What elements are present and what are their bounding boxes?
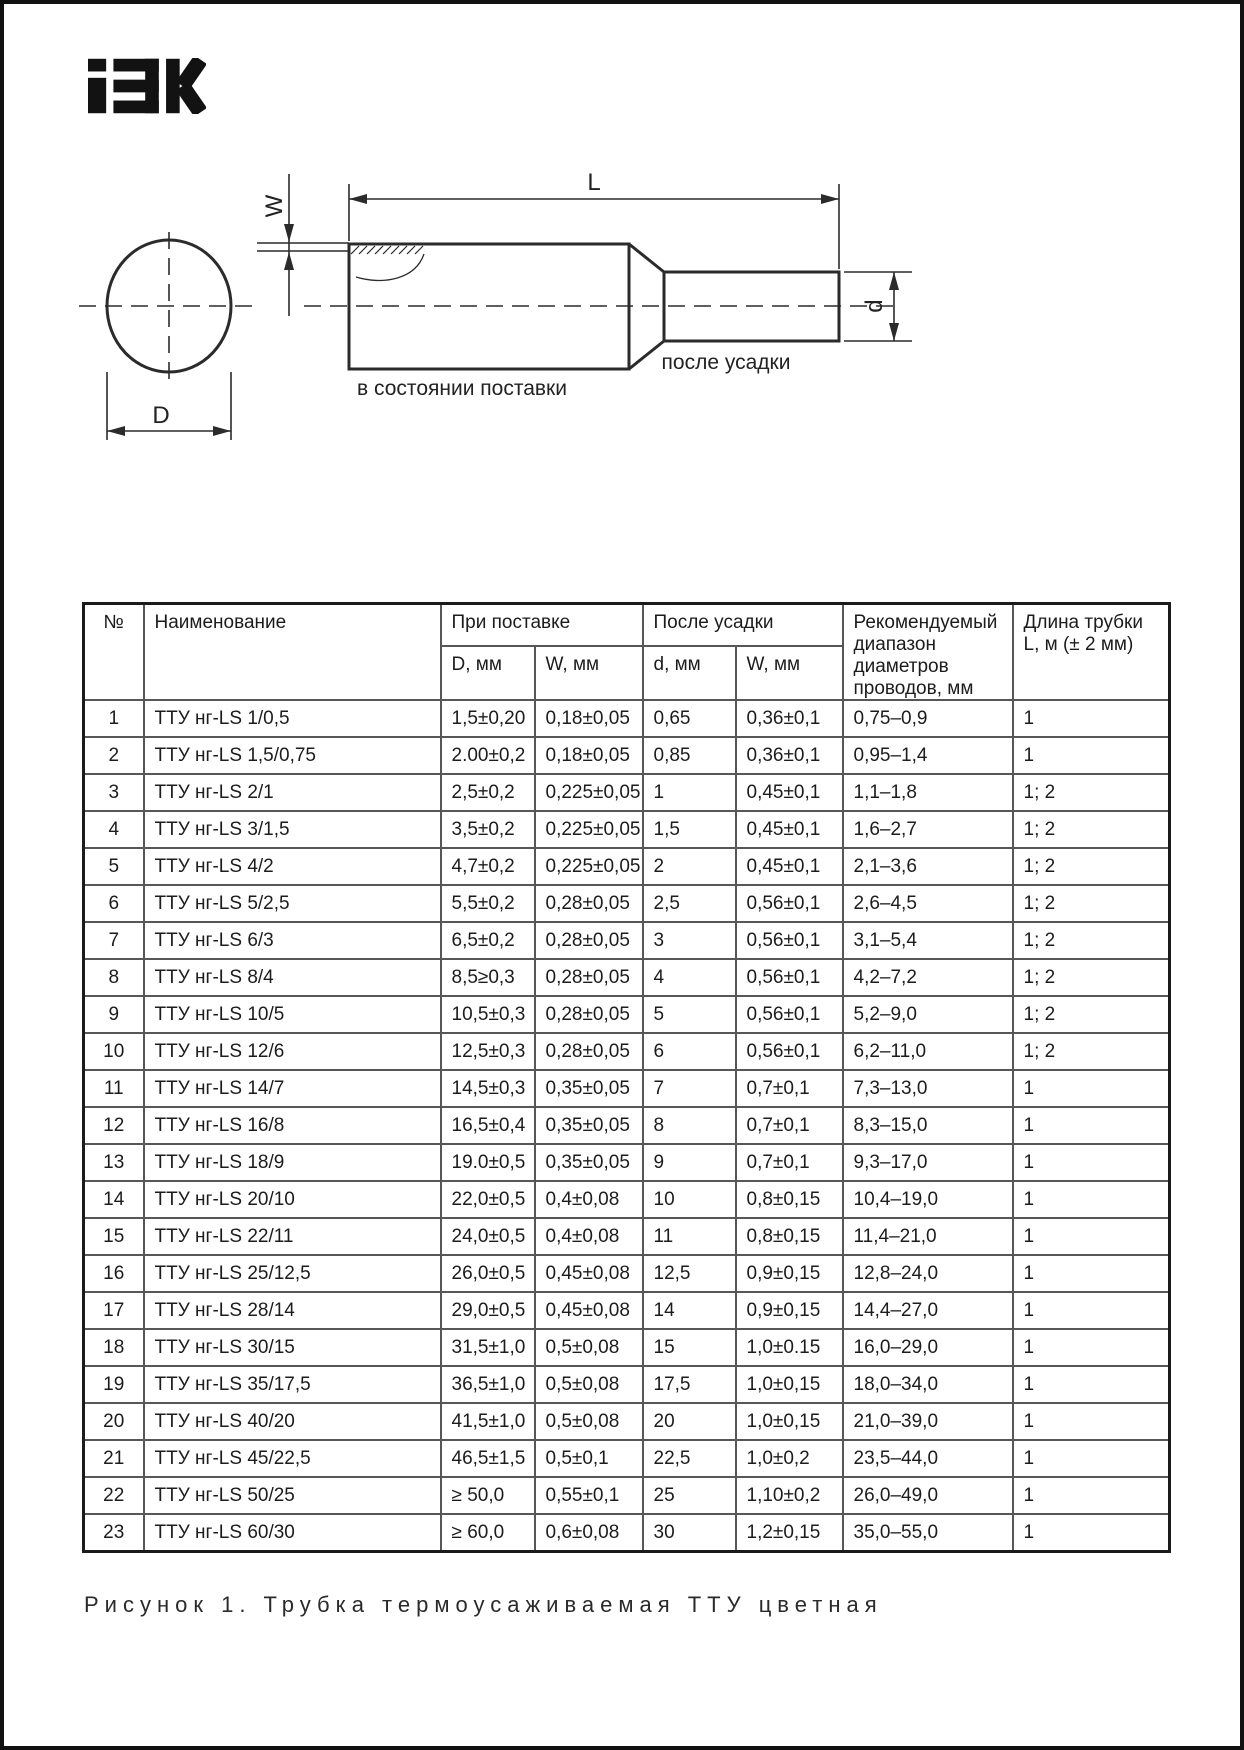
cell-W2: 0,9±0,15: [736, 1255, 843, 1292]
table-row: [84, 1477, 1170, 1514]
cell-name: ТТУ нг-LS 22/11: [144, 1218, 441, 1255]
cell-D: 2,5±0,2: [441, 774, 535, 811]
cell-name: ТТУ нг-LS 2/1: [144, 774, 441, 811]
cell-W: 0,225±0,05: [535, 811, 643, 848]
cell-W: 0,5±0,1: [535, 1440, 643, 1477]
cell-name: ТТУ нг-LS 3/1,5: [144, 811, 441, 848]
cell-range: 26,0–49,0: [843, 1477, 1013, 1514]
cell-length: 1; 2: [1013, 1033, 1170, 1070]
cell-range: 16,0–29,0: [843, 1329, 1013, 1366]
cell-d: 0,65: [643, 700, 736, 737]
cell-D: 22,0±0,5: [441, 1181, 535, 1218]
cell-W: 0,225±0,05: [535, 848, 643, 885]
cell-D: 19.0±0,5: [441, 1144, 535, 1181]
cell-W: 0,28±0,05: [535, 959, 643, 996]
cell-W: 0,35±0,05: [535, 1144, 643, 1181]
col-header-W2: W, мм: [736, 646, 843, 700]
cell-range: 3,1–5,4: [843, 922, 1013, 959]
label-shrunk-state: после усадки: [661, 351, 791, 374]
cell-range: 0,95–1,4: [843, 737, 1013, 774]
cell-range: 11,4–21,0: [843, 1218, 1013, 1255]
cell-d: 17,5: [643, 1366, 736, 1403]
table-row: [84, 922, 1170, 959]
cell-name: ТТУ нг-LS 25/12,5: [144, 1255, 441, 1292]
cell-W: 0,35±0,05: [535, 1070, 643, 1107]
cell-D: 29,0±0,5: [441, 1292, 535, 1329]
front-view-circle: [79, 232, 259, 387]
cell-D: 24,0±0,5: [441, 1218, 535, 1255]
cell-num: 22: [84, 1477, 144, 1514]
cell-d: 9: [643, 1144, 736, 1181]
cell-W: 0,6±0,08: [535, 1514, 643, 1551]
cell-W2: 0,36±0,1: [736, 700, 843, 737]
col-header-W: W, мм: [535, 646, 643, 700]
cell-W: 0,18±0,05: [535, 737, 643, 774]
cell-D: 31,5±1,0: [441, 1329, 535, 1366]
table-row: [84, 1329, 1170, 1366]
table-row: [84, 1218, 1170, 1255]
cell-W: 0,5±0,08: [535, 1403, 643, 1440]
cell-W2: 1,2±0,15: [736, 1514, 843, 1551]
col-group-delivery: При поставке: [441, 604, 643, 647]
cell-d: 12,5: [643, 1255, 736, 1292]
cell-name: ТТУ нг-LS 28/14: [144, 1292, 441, 1329]
cell-length: 1: [1013, 1329, 1170, 1366]
cell-d: 20: [643, 1403, 736, 1440]
cell-name: ТТУ нг-LS 4/2: [144, 848, 441, 885]
cell-num: 5: [84, 848, 144, 885]
table-row: [84, 1292, 1170, 1329]
cell-d: 0,85: [643, 737, 736, 774]
cell-d: 5: [643, 996, 736, 1033]
table-row: [84, 1070, 1170, 1107]
header-row-groups: [84, 604, 1170, 647]
cell-length: 1; 2: [1013, 996, 1170, 1033]
cell-W: 0,28±0,05: [535, 922, 643, 959]
cell-d: 8: [643, 1107, 736, 1144]
cell-name: ТТУ нг-LS 45/22,5: [144, 1440, 441, 1477]
table-row: [84, 848, 1170, 885]
cell-num: 6: [84, 885, 144, 922]
cell-name: ТТУ нг-LS 35/17,5: [144, 1366, 441, 1403]
cell-num: 2: [84, 737, 144, 774]
cell-W2: 1,0±0,15: [736, 1366, 843, 1403]
cell-length: 1: [1013, 1477, 1170, 1514]
dim-label-L: L: [587, 169, 601, 196]
cell-name: ТТУ нг-LS 5/2,5: [144, 885, 441, 922]
cell-W: 0,5±0,08: [535, 1329, 643, 1366]
cell-W2: 0,7±0,1: [736, 1107, 843, 1144]
table-row: [84, 1514, 1170, 1551]
cell-d: 14: [643, 1292, 736, 1329]
table-row: [84, 1181, 1170, 1218]
cell-range: 8,3–15,0: [843, 1107, 1013, 1144]
cell-num: 13: [84, 1144, 144, 1181]
cell-W: 0,45±0,08: [535, 1255, 643, 1292]
cell-name: ТТУ нг-LS 14/7: [144, 1070, 441, 1107]
dim-label-W: W: [261, 194, 288, 218]
cell-D: 4,7±0,2: [441, 848, 535, 885]
cell-d: 15: [643, 1329, 736, 1366]
cell-W2: 0,45±0,1: [736, 774, 843, 811]
table-row: [84, 700, 1170, 737]
col-header-d: d, мм: [643, 646, 736, 700]
cell-num: 16: [84, 1255, 144, 1292]
cell-num: 9: [84, 996, 144, 1033]
cell-d: 30: [643, 1514, 736, 1551]
cell-range: 1,1–1,8: [843, 774, 1013, 811]
cell-num: 20: [84, 1403, 144, 1440]
cell-W2: 0,56±0,1: [736, 959, 843, 996]
cell-D: 8,5≥0,3: [441, 959, 535, 996]
table-row: [84, 1403, 1170, 1440]
cell-length: 1; 2: [1013, 959, 1170, 996]
col-header-name: Наименование: [144, 604, 441, 701]
cell-length: 1; 2: [1013, 811, 1170, 848]
cell-num: 7: [84, 922, 144, 959]
cell-D: 16,5±0,4: [441, 1107, 535, 1144]
spec-table: [82, 602, 1171, 1553]
cell-range: 4,2–7,2: [843, 959, 1013, 996]
table-row: [84, 737, 1170, 774]
cell-range: 18,0–34,0: [843, 1366, 1013, 1403]
table-row: [84, 1366, 1170, 1403]
cell-range: 6,2–11,0: [843, 1033, 1013, 1070]
cell-d: 10: [643, 1181, 736, 1218]
cell-d: 2,5: [643, 885, 736, 922]
cell-W: 0,28±0,05: [535, 996, 643, 1033]
dim-label-d: d: [861, 299, 888, 313]
cell-W: 0,5±0,08: [535, 1366, 643, 1403]
table-row: [84, 1107, 1170, 1144]
cell-D: 5,5±0,2: [441, 885, 535, 922]
cell-num: 19: [84, 1366, 144, 1403]
cell-d: 4: [643, 959, 736, 996]
cell-num: 10: [84, 1033, 144, 1070]
cell-W2: 0,7±0,1: [736, 1070, 843, 1107]
dimension-L: [349, 169, 839, 269]
table-row: [84, 885, 1170, 922]
cell-num: 4: [84, 811, 144, 848]
cell-length: 1: [1013, 1107, 1170, 1144]
cell-num: 11: [84, 1070, 144, 1107]
cell-W: 0,45±0,08: [535, 1292, 643, 1329]
cell-name: ТТУ нг-LS 6/3: [144, 922, 441, 959]
cell-W2: 1,0±0.15: [736, 1329, 843, 1366]
cell-W: 0,225±0,05: [535, 774, 643, 811]
cell-range: 23,5–44,0: [843, 1440, 1013, 1477]
cell-W2: 0,56±0,1: [736, 1033, 843, 1070]
cell-W2: 0,56±0,1: [736, 885, 843, 922]
cell-range: 21,0–39,0: [843, 1403, 1013, 1440]
cell-W2: 1,0±0,15: [736, 1403, 843, 1440]
cell-length: 1: [1013, 737, 1170, 774]
figure-caption: Рисунок 1. Трубка термоусаживаемая ТТУ цветная: [84, 1592, 883, 1617]
cell-name: ТТУ нг-LS 1,5/0,75: [144, 737, 441, 774]
cell-W: 0,28±0,05: [535, 885, 643, 922]
table-row: [84, 996, 1170, 1033]
cell-length: 1: [1013, 1292, 1170, 1329]
table-row: [84, 1255, 1170, 1292]
cell-length: 1; 2: [1013, 848, 1170, 885]
table-row: [84, 959, 1170, 996]
cell-length: 1; 2: [1013, 885, 1170, 922]
cell-W2: 0,56±0,1: [736, 922, 843, 959]
cell-D: 6,5±0,2: [441, 922, 535, 959]
cell-num: 15: [84, 1218, 144, 1255]
cell-range: 9,3–17,0: [843, 1144, 1013, 1181]
cell-W2: 0,8±0,15: [736, 1218, 843, 1255]
cell-num: 12: [84, 1107, 144, 1144]
dimension-D: [107, 372, 231, 440]
cell-D: 12,5±0,3: [441, 1033, 535, 1070]
cell-W2: 0,45±0,1: [736, 848, 843, 885]
table-row: [84, 1440, 1170, 1477]
cell-W: 0,28±0,05: [535, 1033, 643, 1070]
cell-W2: 0,56±0,1: [736, 996, 843, 1033]
cell-d: 22,5: [643, 1440, 736, 1477]
cell-range: 35,0–55,0: [843, 1514, 1013, 1551]
cell-name: ТТУ нг-LS 18/9: [144, 1144, 441, 1181]
cell-range: 0,75–0,9: [843, 700, 1013, 737]
col-header-D: D, мм: [441, 646, 535, 700]
cell-name: ТТУ нг-LS 50/25: [144, 1477, 441, 1514]
cell-D: 36,5±1,0: [441, 1366, 535, 1403]
cell-num: 3: [84, 774, 144, 811]
cell-range: 2,6–4,5: [843, 885, 1013, 922]
col-header-length: Длина трубки L, м (± 2 мм): [1013, 604, 1170, 701]
dimension-W: [261, 174, 294, 316]
cell-range: 2,1–3,6: [843, 848, 1013, 885]
cell-num: 21: [84, 1440, 144, 1477]
cell-name: ТТУ нг-LS 10/5: [144, 996, 441, 1033]
cell-num: 18: [84, 1329, 144, 1366]
cell-W2: 0,8±0,15: [736, 1181, 843, 1218]
cell-name: ТТУ нг-LS 16/8: [144, 1107, 441, 1144]
col-header-range: Рекомендуемый диапазон диаметров проводов, мм: [843, 604, 1013, 701]
cell-d: 7: [643, 1070, 736, 1107]
cell-range: 5,2–9,0: [843, 996, 1013, 1033]
cell-length: 1: [1013, 1440, 1170, 1477]
cell-num: 14: [84, 1181, 144, 1218]
tube-technical-drawing: [4, 144, 1244, 474]
cell-d: 11: [643, 1218, 736, 1255]
cell-length: 1: [1013, 1144, 1170, 1181]
cell-W2: 0,9±0,15: [736, 1292, 843, 1329]
cell-D: 26,0±0,5: [441, 1255, 535, 1292]
cell-length: 1: [1013, 1403, 1170, 1440]
cell-length: 1: [1013, 1366, 1170, 1403]
iek-logo: [88, 58, 206, 114]
cell-range: 7,3–13,0: [843, 1070, 1013, 1107]
cell-name: ТТУ нг-LS 12/6: [144, 1033, 441, 1070]
cell-W2: 0,7±0,1: [736, 1144, 843, 1181]
cell-d: 2: [643, 848, 736, 885]
cell-length: 1: [1013, 700, 1170, 737]
cell-W: 0,35±0,05: [535, 1107, 643, 1144]
cell-D: 46,5±1,5: [441, 1440, 535, 1477]
cell-W2: 0,45±0,1: [736, 811, 843, 848]
cell-D: 3,5±0,2: [441, 811, 535, 848]
cell-D: 14,5±0,3: [441, 1070, 535, 1107]
cell-name: ТТУ нг-LS 40/20: [144, 1403, 441, 1440]
cell-W: 0,18±0,05: [535, 700, 643, 737]
cell-length: 1: [1013, 1181, 1170, 1218]
cell-length: 1; 2: [1013, 922, 1170, 959]
table-row: [84, 1144, 1170, 1181]
cell-length: 1: [1013, 1070, 1170, 1107]
cell-length: 1; 2: [1013, 774, 1170, 811]
cell-W2: 1,10±0,2: [736, 1477, 843, 1514]
cell-d: 25: [643, 1477, 736, 1514]
cell-D: 2.00±0,2: [441, 737, 535, 774]
cell-range: 1,6–2,7: [843, 811, 1013, 848]
table-row: [84, 1033, 1170, 1070]
cell-W: 0,55±0,1: [535, 1477, 643, 1514]
table-row: [84, 811, 1170, 848]
cell-d: 1: [643, 774, 736, 811]
cell-d: 3: [643, 922, 736, 959]
cell-D: 41,5±1,0: [441, 1403, 535, 1440]
cell-range: 12,8–24,0: [843, 1255, 1013, 1292]
dim-label-D: D: [152, 402, 170, 429]
cell-name: ТТУ нг-LS 1/0,5: [144, 700, 441, 737]
label-delivery-state: в состоянии поставки: [357, 377, 567, 400]
cell-D: 10,5±0,3: [441, 996, 535, 1033]
cell-range: 10,4–19,0: [843, 1181, 1013, 1218]
spec-table-container: [82, 602, 1171, 1553]
cell-num: 23: [84, 1514, 144, 1551]
cell-D: ≥ 50,0: [441, 1477, 535, 1514]
cell-d: 1,5: [643, 811, 736, 848]
cell-num: 17: [84, 1292, 144, 1329]
cell-num: 1: [84, 700, 144, 737]
col-header-num: №: [84, 604, 144, 701]
cell-name: ТТУ нг-LS 8/4: [144, 959, 441, 996]
cell-length: 1: [1013, 1218, 1170, 1255]
cell-name: ТТУ нг-LS 60/30: [144, 1514, 441, 1551]
cell-range: 14,4–27,0: [843, 1292, 1013, 1329]
cell-num: 8: [84, 959, 144, 996]
cell-W2: 0,36±0,1: [736, 737, 843, 774]
cell-W: 0,4±0,08: [535, 1181, 643, 1218]
col-group-shrunk: После усадки: [643, 604, 843, 647]
table-row: [84, 774, 1170, 811]
cell-W: 0,4±0,08: [535, 1218, 643, 1255]
cell-D: ≥ 60,0: [441, 1514, 535, 1551]
cell-length: 1: [1013, 1255, 1170, 1292]
cell-name: ТТУ нг-LS 30/15: [144, 1329, 441, 1366]
cell-D: 1,5±0,20: [441, 700, 535, 737]
cell-W2: 1,0±0,2: [736, 1440, 843, 1477]
cell-length: 1: [1013, 1514, 1170, 1551]
cell-d: 6: [643, 1033, 736, 1070]
cell-name: ТТУ нг-LS 20/10: [144, 1181, 441, 1218]
